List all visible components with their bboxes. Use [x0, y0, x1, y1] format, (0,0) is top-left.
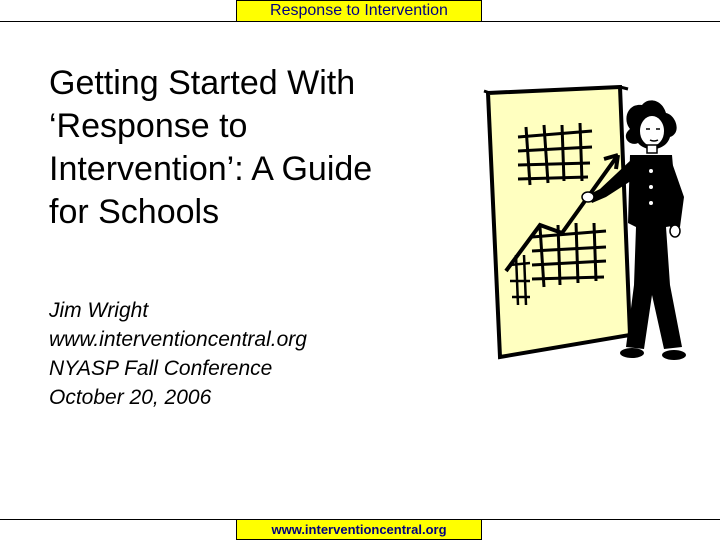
- header-banner: Response to Intervention: [236, 0, 482, 22]
- author-website: www.interventioncentral.org: [49, 328, 307, 351]
- footer-banner[interactable]: www.interventioncentral.org: [236, 519, 482, 540]
- title-line: Getting Started With: [49, 64, 356, 102]
- slide-subtitle: [49, 296, 429, 412]
- title-line: for Schools: [49, 193, 220, 231]
- author-name: Jim Wright: [49, 299, 149, 322]
- slide-title: [49, 62, 449, 234]
- chart-board: [488, 87, 630, 357]
- title-line: Intervention’: A Guide: [49, 150, 373, 188]
- presentation-date: October 20, 2006: [49, 386, 212, 409]
- title-line: ‘Response to: [49, 107, 248, 145]
- conference-name: NYASP Fall Conference: [49, 357, 273, 380]
- presenter-with-chart-icon: [470, 85, 710, 375]
